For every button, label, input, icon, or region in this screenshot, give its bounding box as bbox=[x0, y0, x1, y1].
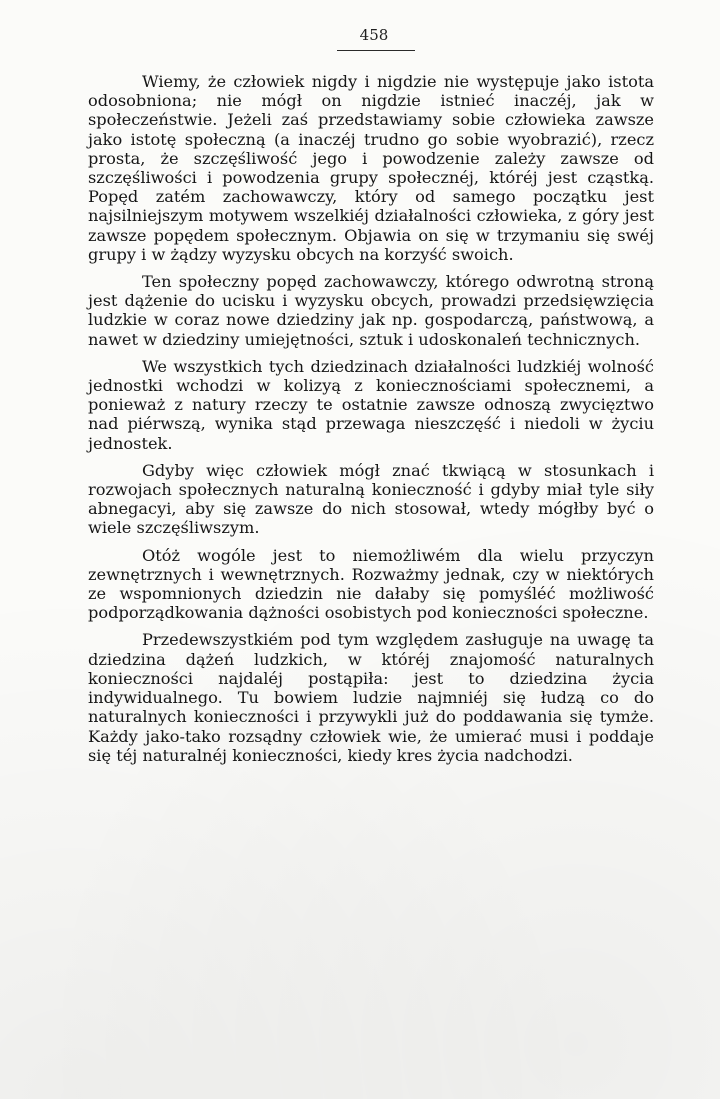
body-text bbox=[88, 72, 654, 765]
paragraph-1: Wiemy, że człowiek nigdy i nigdzie nie występuje jako istota odosobniona; nie mógł on nigdzie istnieć inaczéj, jak w społeczeństwie. Jeżeli zaś przedstawiamy sobie człowieka zawsze jako istotę społeczną (a inaczéj trudno go sobie wyobrazić), rzecz prosta, że szczęśliwość jego i powodzenie zależy zawsze od szczęśliwości i powodzenia grupy społecznéj, któréj jest cząstką. Popęd zatém zachowawczy, który od samego początku jest najsilniejszym motywem wszelkiéj działalności człowieka, z góry jest zawsze popędem społecznym. Objawia on się w trzymaniu się swéj grupy i w żądzy wyzysku obcych na korzyść swoich. bbox=[88, 72, 654, 264]
header-rule bbox=[337, 50, 415, 51]
page-number: 458 bbox=[359, 26, 389, 44]
paragraph-3: We wszystkich tych dziedzinach działalności ludzkiéj wolność jednostki wchodzi w kolizyą z koniecznościami społecznemi, a ponieważ z natury rzeczy te ostatnie zawsze odnoszą zwycięztwo nad piérwszą, wynika stąd przewaga nieszczęść i niedoli w życiu jednostek. bbox=[88, 356, 654, 453]
paragraph-2: Ten społeczny popęd zachowawczy, którego odwrotną stroną jest dążenie do ucisku i wyzysku obcych, prowadzi przedsięwzięcia ludzkie w coraz nowe dziedziny jak np. gospodarczą, państwową, a nawet w dziedziny umiejętności, sztuk i udoskonaleń technicznych. bbox=[88, 272, 654, 349]
paragraph-5: Otóż wogóle jest to niemożliwém dla wielu przyczyn zewnętrznych i wewnętrznych. Rozważmy jednak, czy w niektórych ze wspomnionych dziedzin nie dałaby się pomyśléć możliwość podporządkowania dążności osobistych pod konieczności społeczne. bbox=[88, 545, 654, 623]
paragraph-4: Gdyby więc człowiek mógł znać tkwiącą w stosunkach i rozwojach społecznych naturalną konieczność i gdyby miał tyle siły abnegacyi, aby się zawsze do nich stosował, wtedy mógłby być o wiele szczęśliwszym. bbox=[88, 460, 654, 538]
paragraph-6: Przedewszystkiém pod tym względem zasługuje na uwagę ta dziedzina dążeń ludzkich, w któréj znajomość naturalnych konieczności najdaléj postąpiła: jest to dziedzina życia indywidualnego. Tu bowiem ludzie najmniéj się łudzą co do naturalnych konieczności i przywykli już do poddawania się tymże. Każdy jako-tako rozsądny człowiek wie, że umierać musi i poddaje się téj naturalnéj konieczności, kiedy kres życia nadchodzi. bbox=[88, 630, 654, 765]
